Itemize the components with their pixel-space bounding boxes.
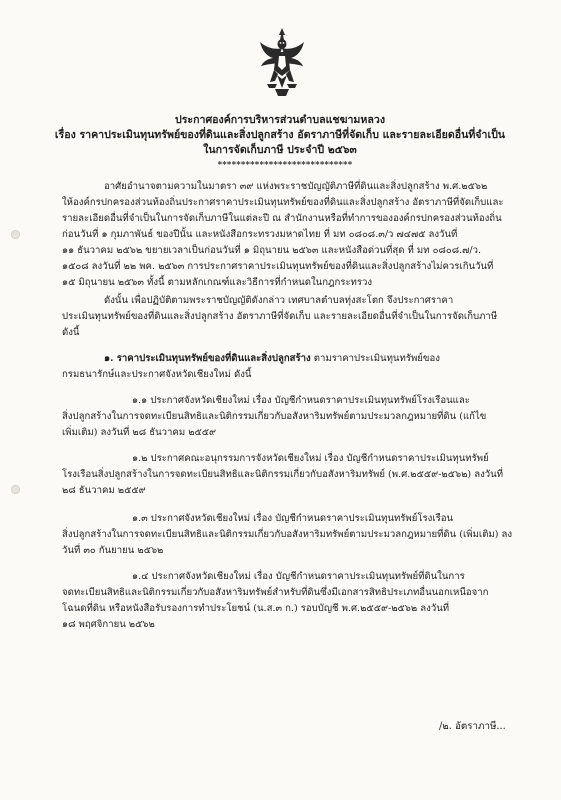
punch-hole (11, 230, 20, 239)
section-1-title-rest: ตามราคาประเมินทุนทรัพย์ของ (310, 353, 440, 364)
intro-line: ให้องค์กรปกครองส่วนท้องถิ่นประกาศราคาประเมินทุนทรัพย์ของที่ดินและสิ่งปลูกสร้าง อัตราภาษีที่จัดเก็บและ (62, 197, 504, 208)
item-1-3-line: ๑.๓ ประกาศจังหวัดเชียงใหม่ เรื่อง บัญชีกำหนดราคาประเมินทุนทรัพย์โรงเรือน (132, 513, 454, 524)
item-1-4-line: โฉนดที่ดิน หรือหนังสือรับรองการทำประโยชน์ (น.ส.๓ ก.) รอบบัญชี พ.ศ.๒๕๕๙-๒๕๖๒ ลงวันที่ (62, 603, 450, 614)
item-1-2-line: ๒๘ ธันวาคม ๒๕๕๙ (62, 485, 146, 496)
item-1-4-line: ๑๘ พฤศจิกายน ๒๕๖๒ (62, 619, 155, 630)
section-1-heading (104, 352, 440, 366)
item-1-1-line: เพิ่มเติม) ลงวันที่ ๒๘ ธันวาคม ๒๕๕๙ (62, 427, 217, 438)
item-1-3-line: สิ่งปลูกสร้างในการจดทะเบียนสิทธิและนิติกรรมเกี่ยวกับอสังหาริมทรัพย์ตามประมวลกฎหมายที่ดิน (เพิ่มเติม) ลง (62, 529, 513, 540)
intro-line: ๑๕ มิถุนายน ๒๕๖๓ ทั้งนี้ ตามหลักเกณฑ์และวิธีการที่กำหนดในกฎกระทรวง (62, 277, 373, 288)
section-1-line: กรมธนารักษ์และประกาศจังหวัดเชียงใหม่ ดังนี้ (62, 369, 252, 380)
notice-subject: เรื่อง ราคาประเมินทุนทรัพย์ของที่ดินและสิ่งปลูกสร้าง อัตราภาษีที่จัดเก็บ และรายละเอียดอื่นที่จำเป็น (54, 129, 506, 141)
item-1-4-line: จดทะเบียนสิทธิและนิติกรรมเกี่ยวกับอสังหาริมทรัพย์สำหรับที่ดินซึ่งมีเอกสารสิทธิประเภทอื่นนอกเหนือจาก (62, 587, 489, 598)
item-1-2-line: โรงเรือนสิ่งปลูกสร้างในการจดทะเบียนสิทธิและนิติกรรมเกี่ยวกับอสังหาริมทรัพย์ (พ.ศ.๒๕๕๙-๒๕๖๒) ลงวันที่ (62, 469, 504, 480)
purpose-line: ดังนี้ (62, 327, 80, 338)
divider-stars: ***************************** (217, 160, 353, 170)
purpose-line: ประเมินทุนทรัพย์ของที่ดินและสิ่งปลูกสร้าง อัตราภาษีที่จัดเก็บ และรายละเอียดอื่นที่จำเป็นในการจัดเก็บภาษี (62, 311, 498, 322)
item-1-1-line: ๑.๑ ประกาศจังหวัดเชียงใหม่ เรื่อง บัญชีกำหนดราคาประเมินทุนทรัพย์โรงเรือนและ (132, 395, 470, 406)
item-1-2-line: ๑.๒ ประกาศคณะอนุกรรมการจังหวัดเชียงใหม่ เรื่อง บัญชีกำหนดราคาประเมินทุนทรัพย์ (132, 453, 489, 464)
section-1-title: ๑. ราคาประเมินทุนทรัพย์ของที่ดินและสิ่งปลูกสร้าง (104, 353, 311, 364)
notice-title: ประกาศองค์การบริหารส่วนตำบลแชฆามหลวง (174, 114, 385, 126)
intro-line: ก่อนวันที่ ๑ กุมภาพันธ์ ของปีนั้น และหนังสือกระทรวงมหาดไทย ที่ มท ๐๘๐๘.๓/ว ๗๔๗๕ ลงวันที่ (62, 229, 458, 240)
item-1-1-line: สิ่งปลูกสร้างในการจดทะเบียนสิทธิและนิติกรรมเกี่ยวกับอสังหาริมทรัพย์ตามประมวลกฎหมายที่ดิน (แก้ไข (62, 411, 487, 422)
intro-line: ๑๕๐๘ ลงวันที่ ๒๒ พค. ๒๕๖๓ การประกาศราคาประเมินทุนทรัพย์ของที่ดินและสิ่งปลูกสร้างไม่ควรเกินวันที่ (62, 261, 494, 272)
intro-line: รายละเอียดอื่นที่จำเป็นในการจัดเก็บภาษีในแต่ละปี ณ สำนักงานหรือที่ทำการขององค์กรปกครองส่วนท้องถิ่น (62, 213, 502, 224)
purpose-line: ดังนั้น เพื่อปฏิบัติตามพระราชบัญญัติดังกล่าว เทศบาลตำบลทุ่งสะโตก จึงประกาศราคา (104, 295, 454, 306)
continuation-note: /๒. อัตราภาษี... (439, 721, 506, 732)
item-1-3-line: วันที่ ๓๐ กันยายน ๒๕๖๒ (62, 545, 164, 556)
item-1-4-line: ๑.๔ ประกาศจังหวัดเชียงใหม่ เรื่อง บัญชีกำหนดราคาประเมินทุนทรัพย์ที่ดินในการ (132, 571, 465, 582)
intro-line: ๑๑ ธันวาคม ๒๕๖๒ ขยายเวลาเป็นก่อนวันที่ ๑ มิถุนายน ๒๕๖๓ และหนังสือด่วนที่สุด ที่ มท ๐๘๐๘.๗/ว. (62, 245, 482, 256)
notice-subject-continued: ในการจัดเก็บภาษี ประจำปี ๒๕๖๓ (203, 144, 357, 156)
garuda-emblem-icon (257, 26, 307, 98)
punch-hole (11, 485, 20, 494)
intro-line: อาศัยอำนาจตามความในมาตรา ๓๙ แห่งพระราชบัญญัติภาษีที่ดินและสิ่งปลูกสร้าง พ.ศ.๒๕๖๒ (104, 181, 488, 192)
